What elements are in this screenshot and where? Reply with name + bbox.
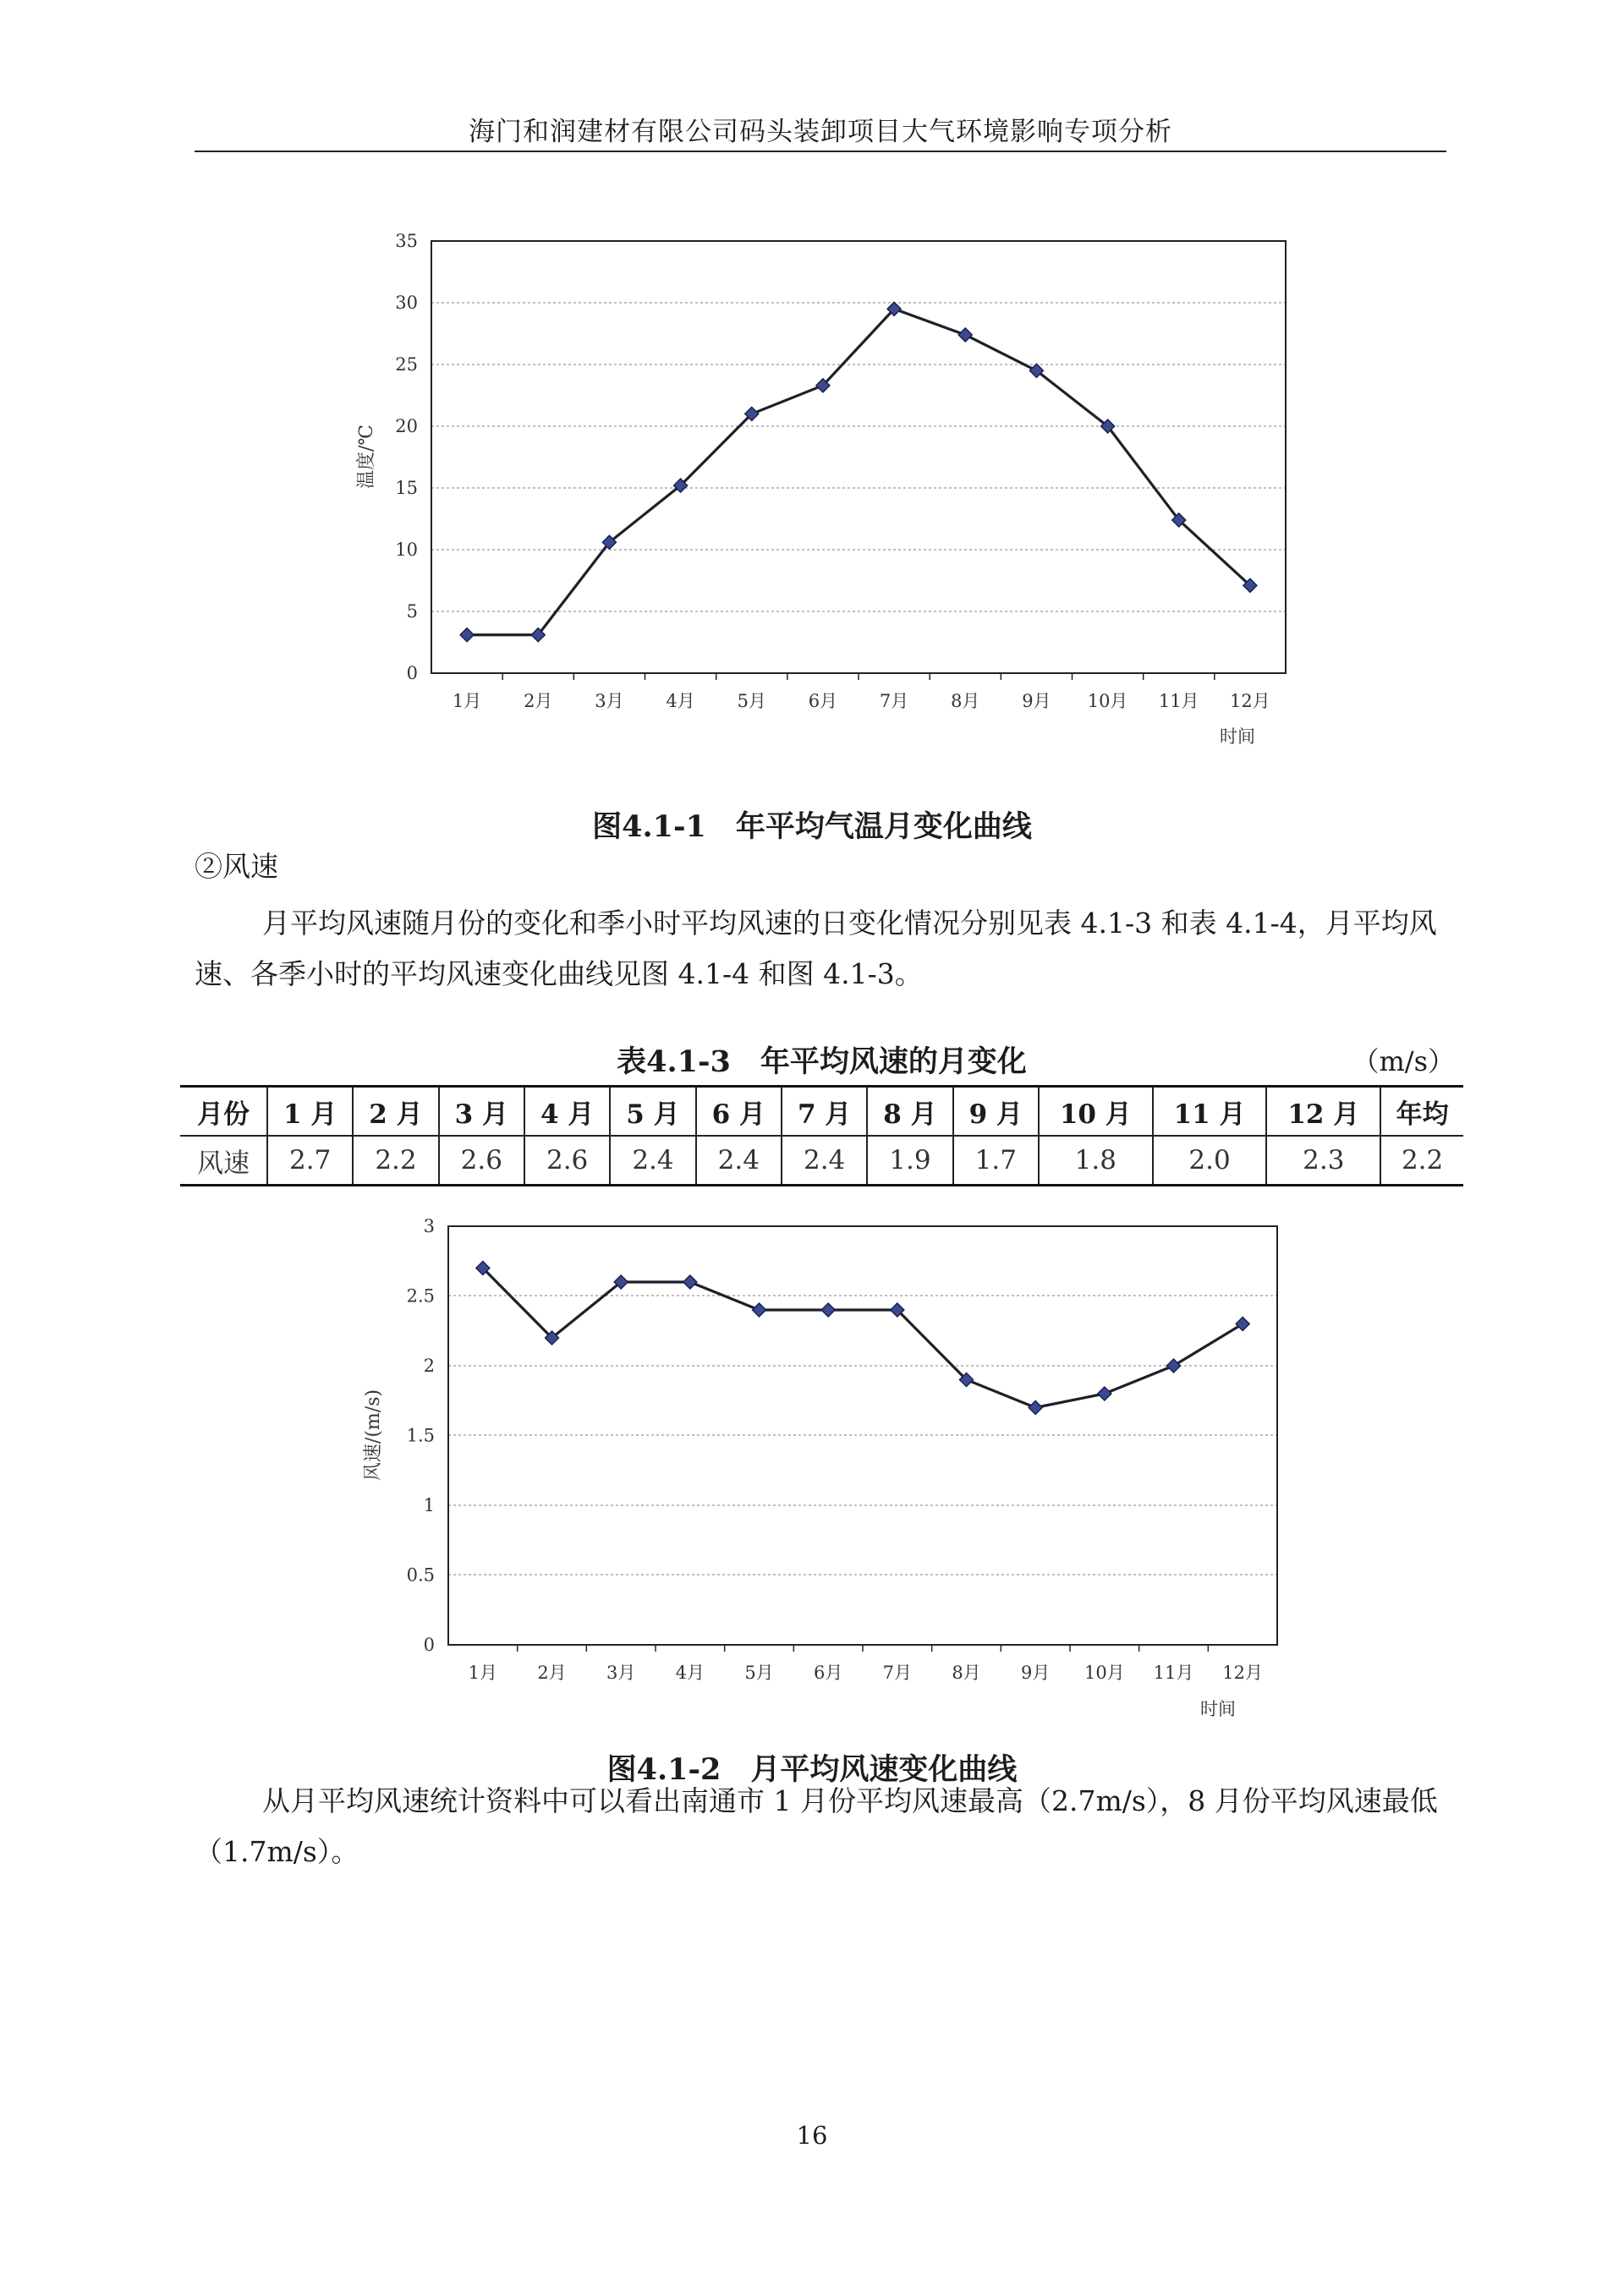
wind-speed-markers (476, 1262, 1249, 1415)
temperature-markers (460, 302, 1257, 641)
x-tickmarks (502, 673, 1215, 680)
table-header-cell: 10 月 (1039, 1087, 1153, 1137)
x-tick-label: 3月 (606, 1663, 636, 1683)
x-tick-label: 12月 (1230, 691, 1270, 711)
y-tick-label: 3 (423, 1216, 435, 1236)
y-tick-labels (395, 231, 418, 683)
x-tick-label: 9月 (1022, 691, 1051, 711)
figure2-caption: 图4.1-2 月平均风速变化曲线 (606, 1752, 1018, 1787)
y-tick-label: 0 (423, 1635, 435, 1655)
y-tick-label: 15 (395, 478, 418, 498)
y-tick-label: 1.5 (406, 1425, 435, 1446)
y-gridlines (448, 1226, 1277, 1645)
y-tick-label: 0.5 (406, 1564, 435, 1586)
x-tick-label: 2月 (524, 691, 553, 711)
x-tick-label: 6月 (808, 691, 838, 711)
figure1-caption: 图4.1-1 年平均气温月变化曲线 (592, 809, 1032, 844)
paragraph-2-text: 从月平均风速统计资料中可以看出南通市 1 月份平均风速最高（2.7m/s），8 月份平均风速最低（1.7m/s）。 (195, 1784, 1438, 1868)
table-header-cell: 5 月 (610, 1087, 695, 1137)
x-tick-labels (469, 1663, 1263, 1683)
data-point (1236, 1318, 1249, 1331)
x-tick-label: 5月 (744, 1663, 774, 1683)
x-tick-label: 8月 (952, 1663, 981, 1683)
table-cell: 2.2 (1380, 1136, 1463, 1186)
data-point (958, 328, 972, 342)
table-cell: 2.6 (439, 1136, 524, 1186)
x-tick-label: 10月 (1084, 1663, 1125, 1683)
table-title-row (180, 1038, 1463, 1081)
table-header-cell: 1 月 (267, 1087, 353, 1137)
x-tick-label: 6月 (813, 1663, 843, 1683)
table-cell: 1.7 (953, 1136, 1039, 1186)
table-header-cell: 11 月 (1153, 1087, 1267, 1137)
wind-speed-series-line (483, 1269, 1243, 1408)
x-tick-label: 8月 (951, 691, 980, 711)
y-tick-label: 25 (395, 354, 418, 375)
y-tick-label: 2 (423, 1356, 435, 1376)
x-tick-label: 11月 (1158, 691, 1199, 711)
table-cell: 2.2 (353, 1136, 438, 1186)
x-tick-label: 2月 (537, 1663, 567, 1683)
y-tick-label: 1 (423, 1495, 435, 1515)
data-point (821, 1303, 835, 1317)
x-tick-label: 3月 (595, 691, 624, 711)
x-tick-label: 9月 (1020, 1663, 1051, 1683)
paragraph-1-text: 月平均风速随月份的变化和季小时平均风速的日变化情况分别见表 4.1-3 和表 4.1-4，月平均风速、各季小时的平均风速变化曲线见图 4.1-4 和图 4.1-3。 (195, 907, 1437, 990)
wind-speed-chart (338, 1205, 1303, 1746)
temperature-chart (321, 216, 1303, 757)
y-tick-label: 35 (395, 231, 418, 251)
data-point (753, 1303, 766, 1317)
table-cell: 2.0 (1153, 1136, 1267, 1186)
table-cell: 1.9 (867, 1136, 952, 1186)
table-header-cell: 9 月 (953, 1087, 1039, 1137)
x-tick-label: 4月 (675, 1663, 705, 1683)
x-tick-label: 1月 (452, 691, 482, 711)
table-cell: 2.6 (524, 1136, 610, 1186)
page-number: 16 (796, 2121, 828, 2150)
table-cell: 2.4 (696, 1136, 782, 1186)
x-tick-label: 10月 (1087, 691, 1128, 711)
table-header-cell: 7 月 (782, 1087, 867, 1137)
table-header-cell: 3 月 (439, 1087, 524, 1137)
y-tick-label: 5 (406, 601, 418, 622)
wind-speed-table (180, 1085, 1463, 1186)
table-header-cell: 月份 (180, 1087, 267, 1137)
x-tick-label: 7月 (879, 691, 909, 711)
x-axis-label: 时间 (1220, 726, 1255, 747)
table-header-cell: 4 月 (524, 1087, 610, 1137)
plot-area (448, 1226, 1277, 1652)
data-point (1167, 1359, 1181, 1373)
data-point (683, 1275, 697, 1289)
section-heading: ②风速 (195, 850, 278, 883)
table-header-cell: 2 月 (353, 1087, 438, 1137)
data-point (1098, 1387, 1111, 1400)
table-header-row (180, 1087, 1463, 1137)
table-cell: 2.4 (782, 1136, 867, 1186)
data-point (460, 628, 474, 642)
y-gridlines (431, 241, 1286, 611)
table-title: 表4.1-3 年平均风速的月变化 (617, 1044, 1027, 1079)
x-tick-label: 4月 (666, 691, 695, 711)
table-cell: 2.7 (267, 1136, 353, 1186)
x-tick-label: 12月 (1222, 1663, 1264, 1683)
header-rule (195, 151, 1446, 152)
plot-area (431, 241, 1286, 680)
y-axis-label: 风速/(m/s) (363, 1389, 384, 1482)
table-cell: 2.4 (610, 1136, 695, 1186)
table-header-cell: 年均 (1380, 1087, 1463, 1137)
y-tick-label: 10 (395, 540, 418, 560)
table-row-label: 风速 (197, 1148, 250, 1179)
x-tickmarks (518, 1645, 1209, 1652)
x-tick-labels (453, 691, 1270, 711)
table-cell: 2.3 (1266, 1136, 1380, 1186)
paragraph-2 (195, 1776, 1446, 1877)
x-tick-label: 5月 (737, 691, 766, 711)
table-header-cell: 8 月 (867, 1087, 952, 1137)
y-axis-label: 温度/℃ (356, 424, 377, 490)
x-tick-label: 7月 (882, 1663, 913, 1683)
y-tick-label: 2.5 (406, 1285, 435, 1307)
table-header-cell: 12 月 (1266, 1087, 1380, 1137)
table-unit: （m/s） (1352, 1045, 1455, 1077)
y-tick-label: 20 (395, 416, 418, 436)
data-point (1029, 1401, 1042, 1415)
x-axis-label: 时间 (1200, 1699, 1236, 1719)
table-cell: 1.8 (1039, 1136, 1153, 1186)
y-tick-labels (407, 1216, 435, 1655)
temperature-series-line (467, 309, 1250, 634)
paragraph-1 (195, 898, 1446, 1000)
y-tick-label: 0 (406, 663, 418, 683)
x-tick-label: 11月 (1153, 1663, 1194, 1683)
x-tick-label: 1月 (468, 1663, 498, 1683)
table-row (180, 1136, 1463, 1186)
table-header-cell: 6 月 (696, 1087, 782, 1137)
y-tick-label: 30 (395, 293, 418, 313)
page-header: 海门和润建材有限公司码头装卸项目大气环境影响专项分析 (469, 117, 1172, 147)
